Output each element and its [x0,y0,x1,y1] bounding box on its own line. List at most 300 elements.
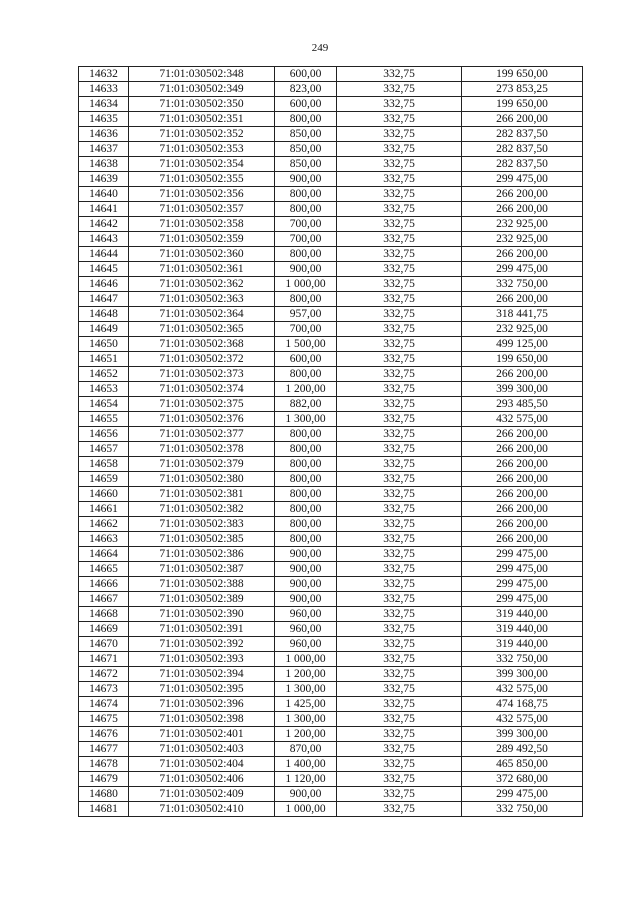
cadastral-number-cell: 71:01:030502:409 [129,787,275,802]
row-number-cell: 14673 [79,682,129,697]
table-row [79,127,583,142]
cadastral-value-cell: 399 300,00 [462,382,583,397]
table-row [79,217,583,232]
area-cell: 800,00 [275,187,337,202]
table-row [79,757,583,772]
area-cell: 1 000,00 [275,277,337,292]
cadastral-value-cell: 318 441,75 [462,307,583,322]
table-row [79,142,583,157]
cadastral-value-cell: 399 300,00 [462,667,583,682]
cadastral-number-cell: 71:01:030502:387 [129,562,275,577]
cadastral-number-cell: 71:01:030502:385 [129,532,275,547]
cadastral-number-cell: 71:01:030502:389 [129,592,275,607]
row-number-cell: 14675 [79,712,129,727]
area-cell: 800,00 [275,472,337,487]
area-cell: 800,00 [275,532,337,547]
rate-cell: 332,75 [337,232,462,247]
cadastral-number-cell: 71:01:030502:381 [129,487,275,502]
cadastral-number-cell: 71:01:030502:395 [129,682,275,697]
cadastral-value-cell: 266 200,00 [462,202,583,217]
table-row [79,607,583,622]
table-row [79,577,583,592]
table-row [79,487,583,502]
cadastral-value-cell: 399 300,00 [462,727,583,742]
row-number-cell: 14642 [79,217,129,232]
table-row [79,802,583,817]
row-number-cell: 14638 [79,157,129,172]
cadastral-number-cell: 71:01:030502:364 [129,307,275,322]
cadastral-value-cell: 289 492,50 [462,742,583,757]
table-row [79,472,583,487]
row-number-cell: 14641 [79,202,129,217]
rate-cell: 332,75 [337,337,462,352]
row-number-cell: 14645 [79,262,129,277]
cadastral-value-cell: 372 680,00 [462,772,583,787]
area-cell: 1 200,00 [275,382,337,397]
cadastral-number-cell: 71:01:030502:375 [129,397,275,412]
row-number-cell: 14669 [79,622,129,637]
row-number-cell: 14665 [79,562,129,577]
area-cell: 900,00 [275,562,337,577]
table-row [79,442,583,457]
cadastral-value-cell: 266 200,00 [462,427,583,442]
table-row [79,562,583,577]
row-number-cell: 14657 [79,442,129,457]
table-row [79,697,583,712]
table-row [79,232,583,247]
row-number-cell: 14655 [79,412,129,427]
area-cell: 800,00 [275,457,337,472]
cadastral-value-cell: 266 200,00 [462,487,583,502]
rate-cell: 332,75 [337,607,462,622]
cadastral-value-cell: 266 200,00 [462,532,583,547]
rate-cell: 332,75 [337,622,462,637]
cadastral-value-cell: 266 200,00 [462,112,583,127]
area-cell: 957,00 [275,307,337,322]
rate-cell: 332,75 [337,127,462,142]
row-number-cell: 14658 [79,457,129,472]
row-number-cell: 14635 [79,112,129,127]
rate-cell: 332,75 [337,202,462,217]
cadastral-number-cell: 71:01:030502:351 [129,112,275,127]
table-row [79,67,583,82]
rate-cell: 332,75 [337,637,462,652]
cadastral-number-cell: 71:01:030502:374 [129,382,275,397]
cadastral-value-cell: 282 837,50 [462,157,583,172]
row-number-cell: 14664 [79,547,129,562]
row-number-cell: 14661 [79,502,129,517]
area-cell: 700,00 [275,322,337,337]
area-cell: 800,00 [275,442,337,457]
table-row [79,352,583,367]
cadastral-value-cell: 465 850,00 [462,757,583,772]
cadastral-value-cell: 299 475,00 [462,562,583,577]
rate-cell: 332,75 [337,82,462,97]
table-row [79,412,583,427]
cadastral-value-cell: 266 200,00 [462,367,583,382]
rate-cell: 332,75 [337,487,462,502]
area-cell: 823,00 [275,82,337,97]
row-number-cell: 14653 [79,382,129,397]
rate-cell: 332,75 [337,367,462,382]
cadastral-value-cell: 432 575,00 [462,682,583,697]
area-cell: 850,00 [275,142,337,157]
row-number-cell: 14660 [79,487,129,502]
row-number-cell: 14637 [79,142,129,157]
cadastral-number-cell: 71:01:030502:391 [129,622,275,637]
area-cell: 900,00 [275,547,337,562]
cadastral-value-cell: 319 440,00 [462,637,583,652]
cadastral-value-cell: 332 750,00 [462,802,583,817]
area-cell: 1 300,00 [275,712,337,727]
rate-cell: 332,75 [337,262,462,277]
rate-cell: 332,75 [337,472,462,487]
table-row [79,367,583,382]
area-cell: 850,00 [275,157,337,172]
row-number-cell: 14679 [79,772,129,787]
table-row [79,292,583,307]
row-number-cell: 14666 [79,577,129,592]
cadastral-number-cell: 71:01:030502:362 [129,277,275,292]
cadastral-number-cell: 71:01:030502:354 [129,157,275,172]
cadastral-number-cell: 71:01:030502:352 [129,127,275,142]
cadastral-number-cell: 71:01:030502:383 [129,517,275,532]
area-cell: 1 425,00 [275,697,337,712]
table-row [79,112,583,127]
rate-cell: 332,75 [337,562,462,577]
cadastral-number-cell: 71:01:030502:403 [129,742,275,757]
cadastral-number-cell: 71:01:030502:392 [129,637,275,652]
rate-cell: 332,75 [337,802,462,817]
row-number-cell: 14644 [79,247,129,262]
table-row [79,322,583,337]
cadastral-number-cell: 71:01:030502:358 [129,217,275,232]
rate-cell: 332,75 [337,187,462,202]
rate-cell: 332,75 [337,142,462,157]
cadastral-number-cell: 71:01:030502:368 [129,337,275,352]
cadastral-number-cell: 71:01:030502:355 [129,172,275,187]
cadastral-value-cell: 319 440,00 [462,607,583,622]
area-cell: 600,00 [275,352,337,367]
area-cell: 960,00 [275,607,337,622]
cadastral-value-cell: 432 575,00 [462,712,583,727]
cadastral-number-cell: 71:01:030502:379 [129,457,275,472]
cadastral-value-cell: 273 853,25 [462,82,583,97]
cadastral-value-cell: 499 125,00 [462,337,583,352]
area-cell: 800,00 [275,487,337,502]
rate-cell: 332,75 [337,112,462,127]
table-body [79,67,583,817]
area-cell: 800,00 [275,112,337,127]
cadastral-number-cell: 71:01:030502:382 [129,502,275,517]
rate-cell: 332,75 [337,532,462,547]
rate-cell: 332,75 [337,157,462,172]
row-number-cell: 14633 [79,82,129,97]
cadastral-number-cell: 71:01:030502:377 [129,427,275,442]
cadastral-number-cell: 71:01:030502:348 [129,67,275,82]
area-cell: 900,00 [275,577,337,592]
cadastral-value-cell: 432 575,00 [462,412,583,427]
row-number-cell: 14648 [79,307,129,322]
rate-cell: 332,75 [337,592,462,607]
row-number-cell: 14672 [79,667,129,682]
row-number-cell: 14677 [79,742,129,757]
row-number-cell: 14667 [79,592,129,607]
row-number-cell: 14647 [79,292,129,307]
cadastral-number-cell: 71:01:030502:376 [129,412,275,427]
cadastral-value-cell: 332 750,00 [462,652,583,667]
rate-cell: 332,75 [337,457,462,472]
area-cell: 1 400,00 [275,757,337,772]
cadastral-value-cell: 199 650,00 [462,67,583,82]
area-cell: 1 500,00 [275,337,337,352]
table-row [79,202,583,217]
cadastral-number-cell: 71:01:030502:393 [129,652,275,667]
rate-cell: 332,75 [337,712,462,727]
area-cell: 870,00 [275,742,337,757]
area-cell: 1 000,00 [275,802,337,817]
table-row [79,97,583,112]
area-cell: 800,00 [275,202,337,217]
row-number-cell: 14634 [79,97,129,112]
rate-cell: 332,75 [337,772,462,787]
cadastral-number-cell: 71:01:030502:390 [129,607,275,622]
rate-cell: 332,75 [337,307,462,322]
cadastral-value-cell: 266 200,00 [462,187,583,202]
row-number-cell: 14670 [79,637,129,652]
row-number-cell: 14659 [79,472,129,487]
cadastral-value-cell: 266 200,00 [462,247,583,262]
area-cell: 960,00 [275,622,337,637]
row-number-cell: 14652 [79,367,129,382]
cadastral-value-cell: 299 475,00 [462,172,583,187]
cadastral-number-cell: 71:01:030502:406 [129,772,275,787]
area-cell: 800,00 [275,517,337,532]
table-row [79,382,583,397]
rate-cell: 332,75 [337,682,462,697]
rate-cell: 332,75 [337,322,462,337]
rate-cell: 332,75 [337,427,462,442]
cadastral-number-cell: 71:01:030502:396 [129,697,275,712]
cadastral-number-cell: 71:01:030502:410 [129,802,275,817]
rate-cell: 332,75 [337,382,462,397]
row-number-cell: 14650 [79,337,129,352]
rate-cell: 332,75 [337,217,462,232]
cadastral-number-cell: 71:01:030502:360 [129,247,275,262]
cadastral-number-cell: 71:01:030502:398 [129,712,275,727]
cadastral-value-cell: 199 650,00 [462,352,583,367]
row-number-cell: 14646 [79,277,129,292]
cadastral-value-cell: 199 650,00 [462,97,583,112]
rate-cell: 332,75 [337,652,462,667]
cadastral-number-cell: 71:01:030502:365 [129,322,275,337]
area-cell: 1 300,00 [275,682,337,697]
table-row [79,772,583,787]
cadastral-number-cell: 71:01:030502:386 [129,547,275,562]
row-number-cell: 14656 [79,427,129,442]
cadastral-value-cell: 332 750,00 [462,277,583,292]
area-cell: 1 120,00 [275,772,337,787]
area-cell: 800,00 [275,247,337,262]
cadastral-number-cell: 71:01:030502:378 [129,442,275,457]
page-number: 249 [311,42,329,54]
table-row [79,787,583,802]
rate-cell: 332,75 [337,757,462,772]
area-cell: 1 200,00 [275,727,337,742]
row-number-cell: 14662 [79,517,129,532]
table-row [79,82,583,97]
rate-cell: 332,75 [337,172,462,187]
rate-cell: 332,75 [337,67,462,82]
table-row [79,712,583,727]
area-cell: 1 300,00 [275,412,337,427]
area-cell: 700,00 [275,232,337,247]
row-number-cell: 14651 [79,352,129,367]
row-number-cell: 14674 [79,697,129,712]
area-cell: 800,00 [275,292,337,307]
rate-cell: 332,75 [337,742,462,757]
area-cell: 850,00 [275,127,337,142]
area-cell: 800,00 [275,367,337,382]
table-row [79,157,583,172]
row-number-cell: 14676 [79,727,129,742]
row-number-cell: 14678 [79,757,129,772]
row-number-cell: 14680 [79,787,129,802]
rate-cell: 332,75 [337,247,462,262]
rate-cell: 332,75 [337,292,462,307]
row-number-cell: 14681 [79,802,129,817]
rate-cell: 332,75 [337,412,462,427]
cadastral-value-cell: 266 200,00 [462,517,583,532]
area-cell: 600,00 [275,67,337,82]
area-cell: 800,00 [275,502,337,517]
area-cell: 1 200,00 [275,667,337,682]
area-cell: 882,00 [275,397,337,412]
rate-cell: 332,75 [337,97,462,112]
cadastral-number-cell: 71:01:030502:373 [129,367,275,382]
table-row [79,172,583,187]
table-row [79,652,583,667]
table-row [79,457,583,472]
rate-cell: 332,75 [337,577,462,592]
cadastral-number-cell: 71:01:030502:372 [129,352,275,367]
cadastral-number-cell: 71:01:030502:353 [129,142,275,157]
row-number-cell: 14643 [79,232,129,247]
area-cell: 600,00 [275,97,337,112]
area-cell: 700,00 [275,217,337,232]
table-row [79,727,583,742]
table-row [79,187,583,202]
area-cell: 800,00 [275,427,337,442]
table-row [79,622,583,637]
table-row [79,742,583,757]
cadastral-number-cell: 71:01:030502:404 [129,757,275,772]
cadastral-number-cell: 71:01:030502:356 [129,187,275,202]
cadastral-value-cell: 282 837,50 [462,127,583,142]
cadastral-value-cell: 319 440,00 [462,622,583,637]
rate-cell: 332,75 [337,667,462,682]
rate-cell: 332,75 [337,727,462,742]
rate-cell: 332,75 [337,787,462,802]
table-row [79,262,583,277]
table-row [79,397,583,412]
table-row [79,277,583,292]
table-row [79,517,583,532]
row-number-cell: 14663 [79,532,129,547]
table-row [79,307,583,322]
cadastral-value-cell: 474 168,75 [462,697,583,712]
table-row [79,337,583,352]
row-number-cell: 14636 [79,127,129,142]
cadastral-number-cell: 71:01:030502:350 [129,97,275,112]
row-number-cell: 14632 [79,67,129,82]
table-row [79,532,583,547]
cadastral-value-cell: 266 200,00 [462,502,583,517]
row-number-cell: 14668 [79,607,129,622]
table-row [79,547,583,562]
cadastral-number-cell: 71:01:030502:363 [129,292,275,307]
row-number-cell: 14640 [79,187,129,202]
table-row [79,247,583,262]
cadastral-value-cell: 299 475,00 [462,787,583,802]
table-row [79,427,583,442]
table-row [79,592,583,607]
cadastral-number-cell: 71:01:030502:394 [129,667,275,682]
rate-cell: 332,75 [337,397,462,412]
cadastral-number-cell: 71:01:030502:401 [129,727,275,742]
table-row [79,637,583,652]
rate-cell: 332,75 [337,352,462,367]
table-row [79,682,583,697]
cadastral-value-cell: 266 200,00 [462,457,583,472]
rate-cell: 332,75 [337,277,462,292]
area-cell: 960,00 [275,637,337,652]
cadastral-value-cell: 299 475,00 [462,547,583,562]
rate-cell: 332,75 [337,547,462,562]
cadastral-value-cell: 232 925,00 [462,232,583,247]
row-number-cell: 14649 [79,322,129,337]
cadastral-value-cell: 299 475,00 [462,592,583,607]
table-row [79,502,583,517]
cadastral-number-cell: 71:01:030502:359 [129,232,275,247]
cadastral-number-cell: 71:01:030502:349 [129,82,275,97]
cadastral-value-cell: 232 925,00 [462,217,583,232]
rate-cell: 332,75 [337,697,462,712]
cadastral-number-cell: 71:01:030502:380 [129,472,275,487]
rate-cell: 332,75 [337,517,462,532]
cadastral-value-cell: 266 200,00 [462,472,583,487]
area-cell: 1 000,00 [275,652,337,667]
cadastral-value-cell: 232 925,00 [462,322,583,337]
cadastral-value-cell: 299 475,00 [462,577,583,592]
table-row [79,667,583,682]
cadastral-value-table [78,66,583,817]
cadastral-number-cell: 71:01:030502:361 [129,262,275,277]
cadastral-value-cell: 293 485,50 [462,397,583,412]
row-number-cell: 14639 [79,172,129,187]
cadastral-value-cell: 299 475,00 [462,262,583,277]
cadastral-number-cell: 71:01:030502:357 [129,202,275,217]
cadastral-number-cell: 71:01:030502:388 [129,577,275,592]
cadastral-value-cell: 266 200,00 [462,442,583,457]
cadastral-value-cell: 266 200,00 [462,292,583,307]
row-number-cell: 14654 [79,397,129,412]
area-cell: 900,00 [275,787,337,802]
area-cell: 900,00 [275,172,337,187]
area-cell: 900,00 [275,262,337,277]
area-cell: 900,00 [275,592,337,607]
rate-cell: 332,75 [337,442,462,457]
